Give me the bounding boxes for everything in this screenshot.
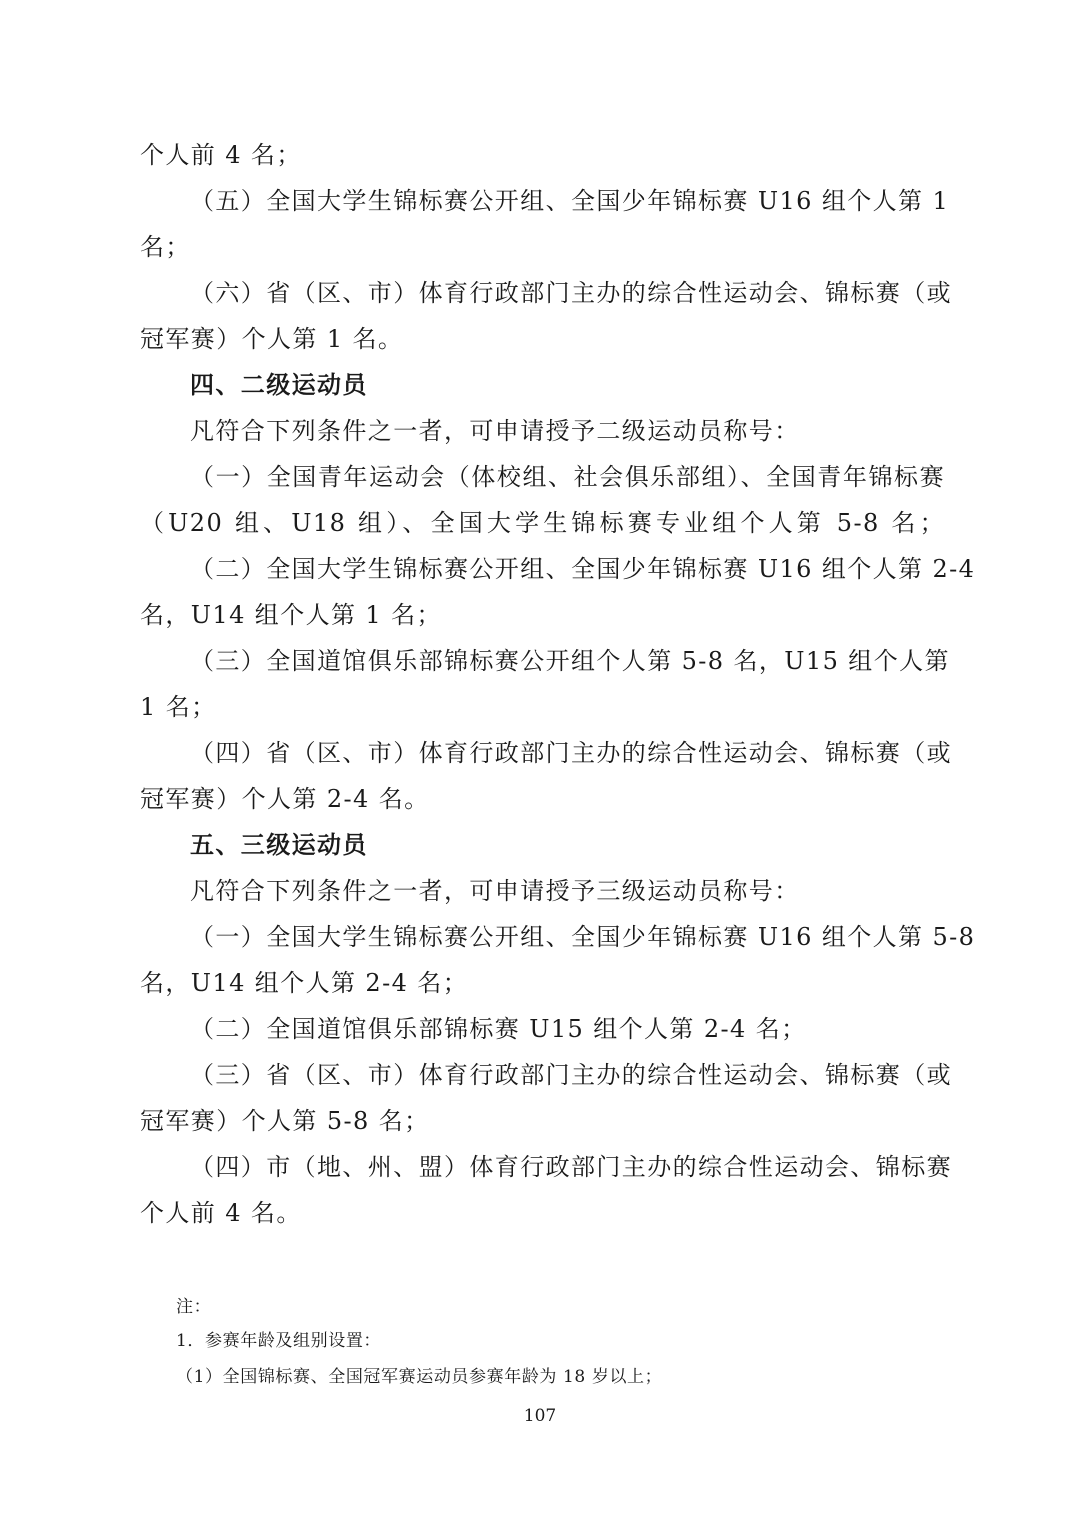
body-line: 个人前 4 名；: [140, 141, 302, 169]
body-line: （一）全国青年运动会（体校组、社会俱乐部组）、全国青年锦标赛: [190, 463, 945, 491]
note-item: （1）全国锦标赛、全国冠军赛运动员参赛年龄为 18 岁以上；: [176, 1367, 663, 1387]
section-heading: 五、三级运动员: [190, 831, 368, 859]
body-line: 冠军赛）个人第 5-8 名；: [140, 1107, 430, 1135]
section-heading: 四、二级运动员: [190, 371, 368, 399]
body-line: （四）省（区、市）体育行政部门主办的综合性运动会、锦标赛（或: [190, 739, 952, 767]
body-line: （六）省（区、市）体育行政部门主办的综合性运动会、锦标赛（或: [190, 279, 952, 307]
body-line: 凡符合下列条件之一者，可申请授予二级运动员称号：: [190, 417, 800, 445]
body-line: 名；: [140, 233, 191, 261]
body-line: （二）全国大学生锦标赛公开组、全国少年锦标赛 U16 组个人第 2-4: [190, 555, 976, 583]
note-label: 注：: [176, 1297, 212, 1317]
body-line: （五）全国大学生锦标赛公开组、全国少年锦标赛 U16 组个人第 1: [190, 187, 950, 215]
body-line: （三）全国道馆俱乐部锦标赛公开组个人第 5-8 名，U15 组个人第: [190, 647, 950, 675]
body-line: （三）省（区、市）体育行政部门主办的综合性运动会、锦标赛（或: [190, 1061, 952, 1089]
page-number: 107: [523, 1406, 557, 1426]
body-line: 名，U14 组个人第 1 名；: [140, 601, 442, 629]
body-line: 冠军赛）个人第 2-4 名。: [140, 785, 430, 813]
body-line: （二）全国道馆俱乐部锦标赛 U15 组个人第 2-4 名；: [190, 1015, 807, 1043]
body-line: 凡符合下列条件之一者，可申请授予三级运动员称号：: [190, 877, 800, 905]
body-line: 个人前 4 名。: [140, 1199, 302, 1227]
body-line: 名，U14 组个人第 2-4 名；: [140, 969, 469, 997]
body-line: 冠军赛）个人第 1 名。: [140, 325, 404, 353]
note-item: 1．参赛年龄及组别设置：: [176, 1331, 382, 1351]
body-line: （U20 组、U18 组）、全国大学生锦标赛专业组个人第 5-8 名；: [140, 509, 945, 537]
body-line: （四）市（地、州、盟）体育行政部门主办的综合性运动会、锦标赛: [190, 1153, 952, 1181]
body-line: 1 名；: [140, 693, 217, 721]
body-line: （一）全国大学生锦标赛公开组、全国少年锦标赛 U16 组个人第 5-8: [190, 923, 976, 951]
